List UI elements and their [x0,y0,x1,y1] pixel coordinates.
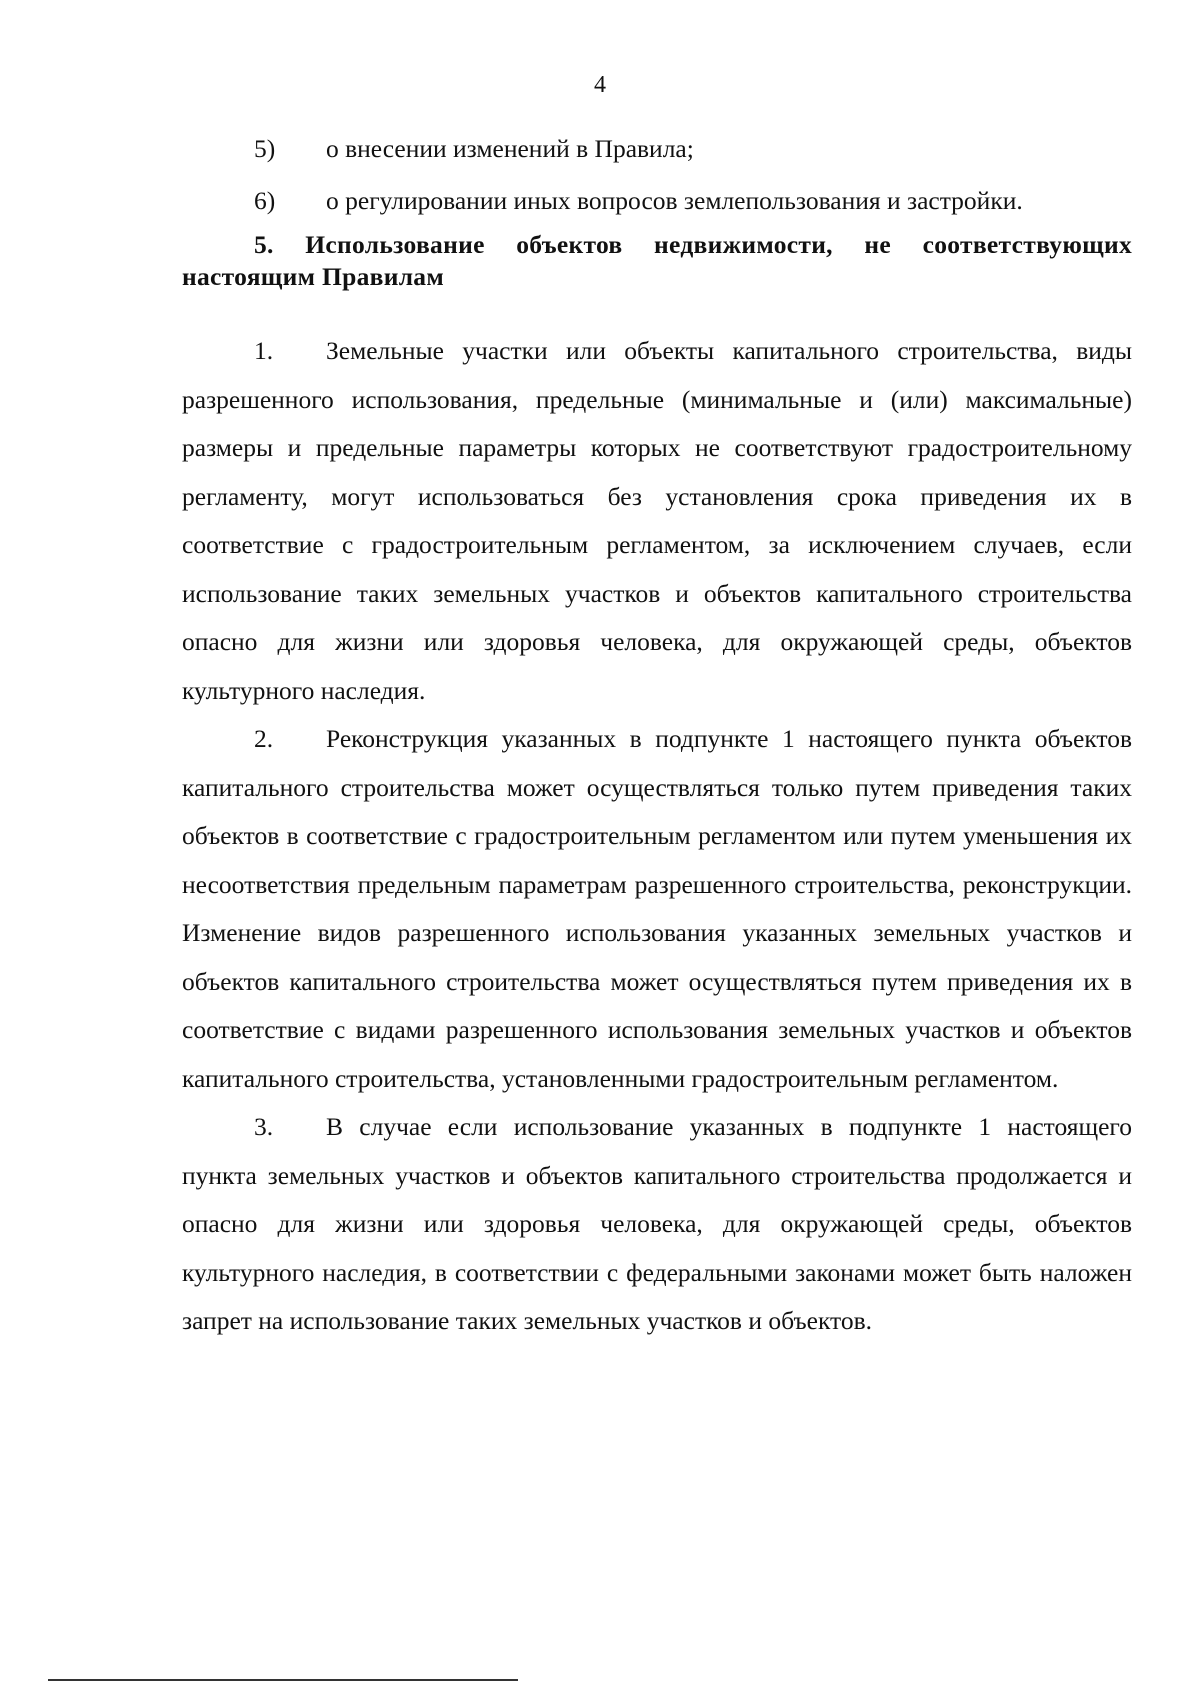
paragraph-text: Земельные участки или объекты капитального строительства, виды разрешенного использования, предельные (минимальные и (или) максимальные) размеры и предельные параметры которых не соответствуют градостроительному регламенту, могут использоваться без установления срока приведения их в соответствие с градостроительным регламентом, за исключением случаев, если использование таких земельных участков и объектов капитального строительства опасно для жизни или здоровья человека, для окружающей среды, объектов культурного наследия. [182,336,1132,705]
list-item-text: о внесении изменений в Правила; [326,134,694,163]
list-item-number: 6) [254,185,276,215]
paragraph-number: 2. [254,724,274,753]
paragraph-number: 3. [254,1112,274,1141]
paragraph-1 [182,327,1132,715]
bottom-rule [48,1679,518,1681]
list-item-number: 5) [254,134,276,163]
paragraph-text: Реконструкция указанных в подпункте 1 настоящего пункта объектов капитального строительства может осуществляться только путем приведения таких объектов в соответствие с градостроительным регламентом или путем уменьшения их несоответствия предельным параметрам разрешенного строительства, реконструкции. Изменение видов разрешенного использования указанных земельных участков и объектов капитального строительства может осуществляться путем приведения их в соответствие с видами разрешенного использования земельных участков и объектов капитального строительства, установленными градостроительным регламентом. [182,724,1132,1093]
document-body [182,125,1132,1346]
paragraph-text: В случае если использование указанных в подпункте 1 настоящего пункта земельных участков и объектов капитального строительства продолжается и опасно для жизни или здоровья человека, для окружающей среды, объектов культурного наследия, в соответствии с федеральными законами может быть наложен запрет на использование таких земельных участков и объектов. [182,1112,1132,1335]
list-item [182,125,1132,174]
list-item [182,177,1132,226]
page-number: 4 [594,72,606,98]
paragraph-2 [182,715,1132,1103]
paragraph-3 [182,1103,1132,1346]
paragraph-number: 1. [254,336,274,365]
list-item-text: о регулировании иных вопросов землепользования и застройки. [326,185,1023,215]
section-heading: 5. Использование объектов недвижимости, не соответствующих настоящим Правилам [182,230,1132,291]
